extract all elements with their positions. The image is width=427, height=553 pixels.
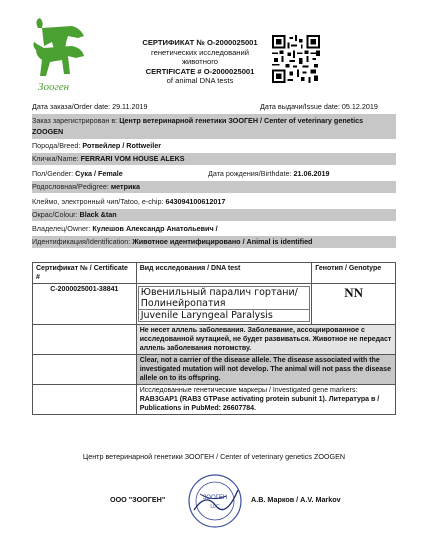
result-ru-row: [33, 325, 396, 355]
issue-date: Дата выдачи/Issue date: 05.12.2019: [260, 102, 378, 111]
result-text-en: Clear, not a carrier of the disease allele. The disease associated with the investigated mutation will not develop. The animal will not pass the disease allele on to its offspring.: [136, 355, 395, 385]
name-label: Кличка/Name:: [32, 154, 81, 163]
identification-value: Животное идентифицировано / Animal is identified: [132, 237, 313, 246]
col-genotype-header: Генотип / Genotype: [312, 263, 396, 284]
registered-value: Центр ветеринарной генетики ЗООГЕН / Center of veterinary genetics ZOOGEN: [32, 116, 364, 136]
organization-name: ООО "ЗООГЕН": [110, 495, 166, 504]
breed-row: [32, 140, 396, 152]
svg-text:LLC: LLC: [210, 504, 220, 510]
subtitle-ru-1: генетических исследований: [151, 47, 249, 57]
subtitle-ru-2: животного: [181, 57, 219, 67]
chip-row: [32, 196, 396, 208]
colour-row: [32, 209, 396, 221]
qr-code-icon: [272, 35, 320, 83]
certificate-header: [100, 38, 300, 86]
signer-name: А.В. Марков / A.V. Markov: [251, 495, 341, 504]
pedigree-row: [32, 181, 396, 193]
test-name-ru: Ювенильный паралич гортани/Полинейропатия: [138, 286, 311, 309]
dates-row: [32, 101, 396, 113]
pedigree-value: метрика: [110, 182, 140, 191]
table-row: [33, 284, 396, 325]
identification-label: Идентификация/Identification:: [32, 237, 133, 246]
table-header-row: [33, 263, 396, 284]
footer-center-text: Центр ветеринарной генетики ЗООГЕН / Center of veterinary genetics ZOOGEN: [82, 452, 346, 461]
title-en: CERTIFICATE # О-2000025001: [145, 66, 255, 76]
result-en-row: [33, 355, 396, 385]
registered-row: [32, 114, 396, 139]
chip-value: 643094100612017: [165, 197, 226, 206]
birthdate-label: Дата рождения/Birthdate:: [208, 169, 294, 178]
breed-label: Порода/Breed:: [32, 141, 83, 150]
stamp-icon: [186, 472, 244, 530]
identification-row: [32, 236, 396, 248]
registered-label: Заказ зарегистрирован в:: [32, 116, 120, 125]
owner-row: [32, 223, 396, 235]
result-text-ru: Не несет аллель заболевания. Заболевание, ассоциированное с исследованной мутацией, не будет развиваться. Животное не передаст аллель заболевания потомству.: [136, 325, 395, 355]
owner-value: Кулешов Александр Анатольевич /: [92, 224, 218, 233]
chip-label: Клеймо, электронный чип/Tatoo, e-chip:: [32, 197, 166, 206]
col-certificate-header: Сертификат № / Certificate #: [33, 263, 137, 284]
gender-value: Сука / Female: [75, 169, 123, 178]
test-cell: [136, 284, 312, 325]
name-value: FERRARI VOM HOUSE ALEKS: [80, 154, 185, 163]
owner-label: Владелец/Owner:: [32, 224, 93, 233]
zoogen-logo: [28, 16, 90, 96]
col-test-header: Вид исследования / DNA test: [136, 263, 312, 284]
svg-text:ЗООГЕН: ЗООГЕН: [202, 495, 228, 501]
breed-value: Ротвейлер / Rottweiler: [82, 141, 162, 150]
gender-row: [32, 168, 396, 180]
markers-row: [33, 385, 396, 415]
title-ru: СЕРТИФИКАТ № О-2000025001: [142, 38, 258, 47]
genotype-value: NN: [312, 284, 396, 325]
birthdate-value: 21.06.2019: [293, 169, 330, 178]
certificate-number: C-2000025001-38841: [33, 284, 137, 325]
markers-label: Исследованные генетические маркеры / Investigated gene markers:: [139, 387, 358, 394]
test-name-en: Juvenile Laryngeal Paralysis: [138, 309, 311, 322]
markers-cell: [136, 385, 395, 415]
subtitle-en: of animal DNA tests: [166, 76, 234, 86]
name-row: [32, 153, 396, 165]
pedigree-label: Родословная/Pedigree:: [32, 182, 111, 191]
colour-label: Окрас/Colour:: [32, 210, 80, 219]
colour-value: Black &tan: [79, 210, 117, 219]
results-table: [32, 262, 396, 415]
logo-text: Зооген: [38, 81, 70, 93]
markers-value: RAB3GAP1 (RAB3 GTPase activating protein subunit 1). Литература в / Publications in PubMed: 26607784.: [139, 396, 380, 412]
order-date: Дата заказа/Order date: 29.11.2019: [32, 102, 148, 111]
gender-label: Пол/Gender:: [32, 169, 76, 178]
